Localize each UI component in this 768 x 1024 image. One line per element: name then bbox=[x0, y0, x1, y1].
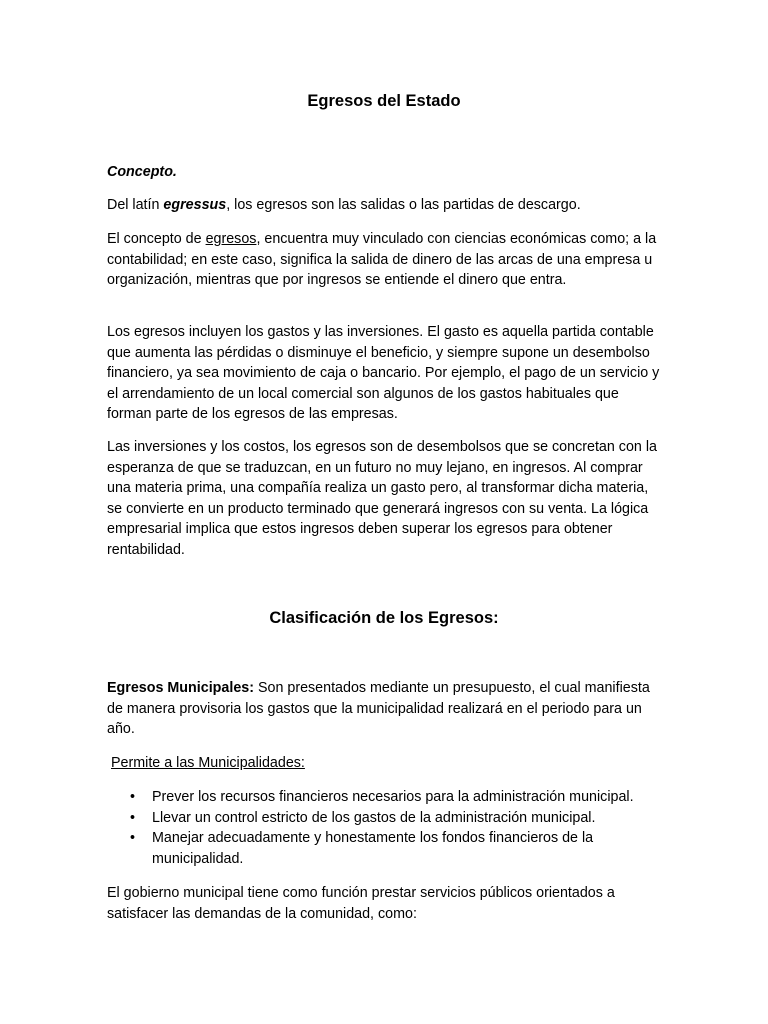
bullet-icon: • bbox=[130, 789, 136, 805]
permite-heading-text: Permite a las Municipalidades: bbox=[111, 755, 305, 771]
bullet-icon: • bbox=[130, 830, 136, 847]
list-item-text: Manejar adecuadamente y honestamente los fondos financieros de la municipalidad. bbox=[152, 830, 594, 867]
paragraph-gastos: Los egresos incluyen los gastos y las inversiones. El gasto es aquella partida contable que aumenta las pérdidas o disminuye el beneficio, y siempre supone un desembolso financiero, ya sea movimiento de caja o bancario. Por ejemplo, el pago de un servicio y el arrendamiento de un local comercial son algunos de los gastos habituales que forman parte de los egresos de las empresas. bbox=[107, 324, 660, 423]
paragraph-egresos-municipales bbox=[107, 678, 667, 740]
egresos-municipales-text: Son presentados mediante un presupuesto, el cual manifiesta de manera provisoria los gastos que la municipalidad realizará en el periodo para un año. bbox=[107, 680, 650, 738]
concept-pre: El concepto de bbox=[107, 231, 206, 247]
paragraph-etymology bbox=[107, 195, 667, 216]
etymology-term: egressus bbox=[163, 197, 227, 213]
concept-heading-text: Concepto. bbox=[107, 164, 177, 180]
concept-post: , encuentra muy vinculado con ciencias económicas como; a la contabilidad; en este caso, significa la salida de dinero de las arcas de una empresa u organización, mientras que por ingresos se entiende el dinero que entra. bbox=[107, 231, 657, 289]
concept-heading bbox=[107, 162, 667, 183]
paragraph-gobierno-municipal: El gobierno municipal tiene como función prestar servicios públicos orientados a satisfacer las demandas de la comunidad, como: bbox=[107, 885, 615, 922]
list-item-text: Llevar un control estricto de los gastos de la administración municipal. bbox=[152, 809, 596, 826]
list-item-text: Prever los recursos financieros necesarios para la administración municipal. bbox=[152, 789, 634, 805]
list-item bbox=[107, 828, 677, 869]
etymology-post: , los egresos son las salidas o las partidas de descargo. bbox=[226, 197, 581, 213]
permite-heading bbox=[111, 753, 671, 774]
egresos-municipales-term: Egresos Municipales: bbox=[107, 680, 254, 696]
egresos-link[interactable]: egresos bbox=[205, 231, 257, 247]
section-heading-clasificacion: Clasificación de los Egresos: bbox=[269, 609, 499, 627]
etymology-pre: Del latín bbox=[107, 197, 164, 213]
list-item bbox=[107, 787, 677, 808]
list-item bbox=[107, 808, 677, 829]
paragraph-inversiones: Las inversiones y los costos, los egresos son de desembolsos que se concretan con la esperanza de que se traduzcan, en un futuro no muy lejano, en ingresos. Al comprar una materia prima, una compañía realiza un gasto pero, al transformar dicha materia, se convierte en un producto terminado que generará ingresos con su venta. La lógica empresarial implica que estos ingresos deben superar los egresos para obtener rentabilidad. bbox=[107, 439, 657, 558]
paragraph-concept bbox=[107, 229, 667, 291]
document-title: Egresos del Estado bbox=[307, 92, 461, 110]
bullet-icon: • bbox=[130, 809, 136, 826]
bullet-list bbox=[107, 787, 677, 869]
